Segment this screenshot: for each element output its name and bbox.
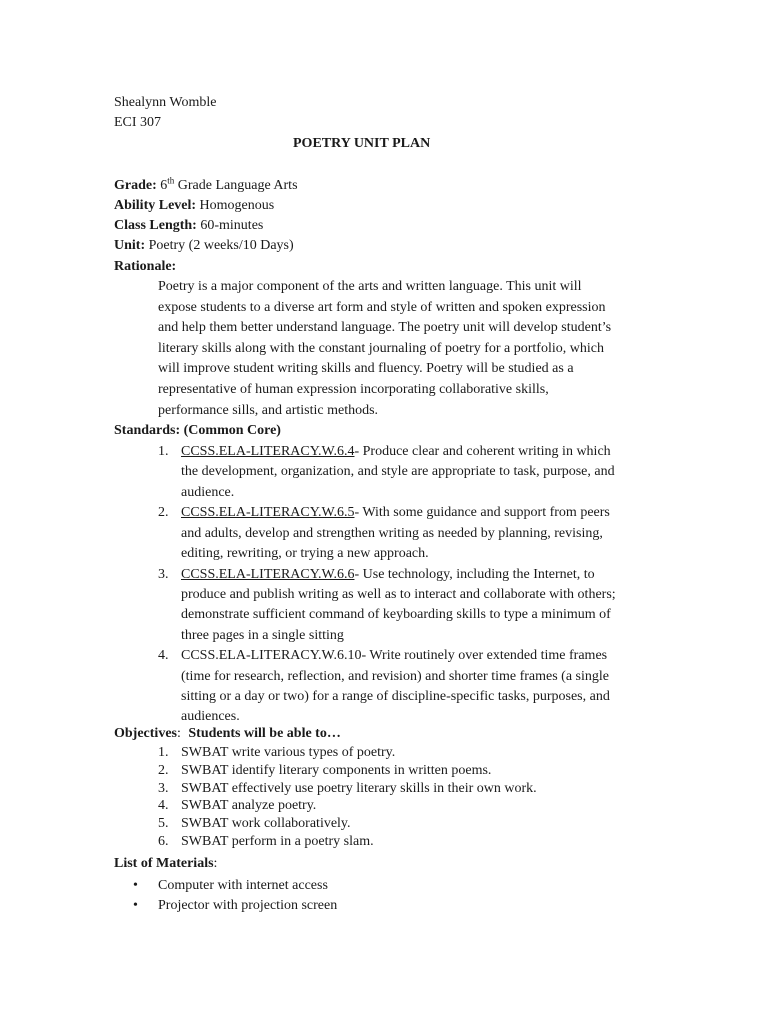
objective-text: SWBAT work collaboratively. bbox=[181, 816, 351, 832]
standard-number: 4. bbox=[158, 648, 169, 664]
objective-text: SWBAT perform in a poetry slam. bbox=[181, 833, 374, 849]
objectives-label: Objectives bbox=[114, 726, 177, 741]
standard-text: produce and publish writing as well as to interact and collaborate with others; bbox=[181, 587, 616, 603]
grade-suffix: th bbox=[167, 175, 175, 186]
objective-number: 2. bbox=[158, 762, 169, 778]
objectives-list bbox=[158, 744, 537, 851]
ability-label: Ability Level: bbox=[114, 198, 197, 213]
standard-number: 1. bbox=[158, 444, 169, 459]
standard-text: sitting or a day or two) for a range of discipline-specific tasks, purposes, and bbox=[181, 689, 610, 705]
standard-code-link[interactable]: CCSS.ELA-LITERACY.W.6.4 bbox=[181, 444, 355, 459]
grade-value: Grade Language Arts bbox=[177, 178, 298, 193]
material-item bbox=[133, 896, 337, 916]
standard-text: and adults, develop and strengthen writing as needed by planning, revising, bbox=[181, 525, 603, 541]
standard-text: three pages in a single sitting bbox=[181, 627, 344, 643]
standard-text: editing, rewriting, or trying a new approach. bbox=[181, 545, 429, 561]
unit-value: Poetry (2 weeks/10 Days) bbox=[148, 238, 294, 253]
objective-item bbox=[158, 797, 537, 815]
materials-colon: : bbox=[213, 856, 218, 871]
objective-item bbox=[158, 780, 537, 798]
standard-text: audiences. bbox=[181, 709, 240, 725]
standard-item bbox=[158, 646, 648, 727]
rationale-line: representative of human expression incorporating collaborative skills, bbox=[158, 381, 549, 397]
standard-text: - Write routinely over extended time frames bbox=[361, 648, 608, 664]
ability-value: Homogenous bbox=[199, 198, 275, 213]
standard-number: 2. bbox=[158, 505, 169, 521]
objective-text: SWBAT write various types of poetry. bbox=[181, 745, 396, 760]
standard-item bbox=[158, 503, 648, 564]
objective-item bbox=[158, 762, 537, 780]
objective-text: SWBAT identify literary components in written poems. bbox=[181, 762, 492, 778]
objectives-heading bbox=[114, 724, 341, 744]
grade-label: Grade: bbox=[114, 178, 157, 193]
objective-number: 1. bbox=[158, 745, 169, 760]
materials-heading bbox=[114, 854, 217, 874]
rationale-heading: Rationale: bbox=[114, 259, 177, 274]
objectives-colon: : bbox=[176, 726, 181, 741]
standard-text: audience. bbox=[181, 484, 235, 500]
standard-code: CCSS.ELA-LITERACY.W.6.10 bbox=[181, 648, 362, 664]
standard-text: - Produce clear and coherent writing in which bbox=[354, 444, 611, 459]
rationale-line: literary skills along with the constant journaling of poetry for a portfolio, which bbox=[158, 340, 604, 356]
standard-item bbox=[158, 565, 648, 646]
objectives-subheading: Students will be able to… bbox=[188, 726, 341, 741]
standard-code-link[interactable]: CCSS.ELA-LITERACY.W.6.5 bbox=[181, 505, 355, 521]
materials-label: List of Materials bbox=[114, 856, 214, 871]
standard-text: - Use technology, including the Internet, to bbox=[354, 566, 595, 582]
materials-list bbox=[133, 876, 337, 916]
objective-item bbox=[158, 815, 537, 833]
ability-line bbox=[114, 196, 274, 216]
class-length-line bbox=[114, 216, 263, 236]
standards-heading: Standards: (Common Core) bbox=[114, 423, 281, 438]
standard-text: demonstrate sufficient command of keyboarding skills to type a minimum of bbox=[181, 607, 611, 623]
standard-code-link[interactable]: CCSS.ELA-LITERACY.W.6.6 bbox=[181, 566, 355, 582]
rationale-line: will improve student writing skills and fluency. Poetry will be studied as a bbox=[158, 361, 574, 377]
rationale-line: and help them better understand language. The poetry unit will develop student’s bbox=[158, 320, 612, 336]
class-length-value: 60-minutes bbox=[200, 218, 264, 233]
objective-item bbox=[158, 833, 537, 851]
page-title: POETRY UNIT PLAN bbox=[293, 136, 431, 151]
bullet-icon: • bbox=[133, 898, 138, 913]
material-text: Computer with internet access bbox=[158, 878, 328, 893]
rationale-line: performance sills, and artistic methods. bbox=[158, 402, 379, 418]
standard-number: 3. bbox=[158, 566, 169, 582]
class-length-label: Class Length: bbox=[114, 218, 197, 233]
unit-line bbox=[114, 236, 294, 256]
objective-number: 5. bbox=[158, 816, 169, 832]
objective-number: 3. bbox=[158, 780, 169, 796]
unit-label: Unit: bbox=[114, 238, 146, 253]
objective-item bbox=[158, 744, 537, 762]
objective-text: SWBAT effectively use poetry literary skills in their own work. bbox=[181, 780, 537, 796]
rationale-line: Poetry is a major component of the arts and written language. This unit will bbox=[158, 279, 582, 294]
author-name: Shealynn Womble bbox=[114, 95, 217, 110]
grade-number: 6 bbox=[160, 178, 168, 193]
objective-text: SWBAT analyze poetry. bbox=[181, 798, 317, 814]
standard-item bbox=[158, 442, 648, 503]
standards-list bbox=[158, 442, 648, 728]
grade-line bbox=[114, 176, 298, 196]
course-code: ECI 307 bbox=[114, 115, 162, 130]
objective-number: 4. bbox=[158, 798, 169, 814]
objective-number: 6. bbox=[158, 833, 169, 849]
material-text: Projector with projection screen bbox=[158, 898, 338, 913]
standard-text: the development, organization, and style are appropriate to task, purpose, and bbox=[181, 464, 615, 480]
standard-text: (time for research, reflection, and revision) and shorter time frames (a single bbox=[181, 668, 609, 684]
material-item bbox=[133, 876, 337, 896]
rationale-paragraph bbox=[158, 277, 648, 421]
standard-text: - With some guidance and support from peers bbox=[354, 505, 610, 521]
rationale-line: expose students to a diverse art form and style of written and spoken expression bbox=[158, 299, 606, 315]
bullet-icon: • bbox=[133, 878, 138, 893]
